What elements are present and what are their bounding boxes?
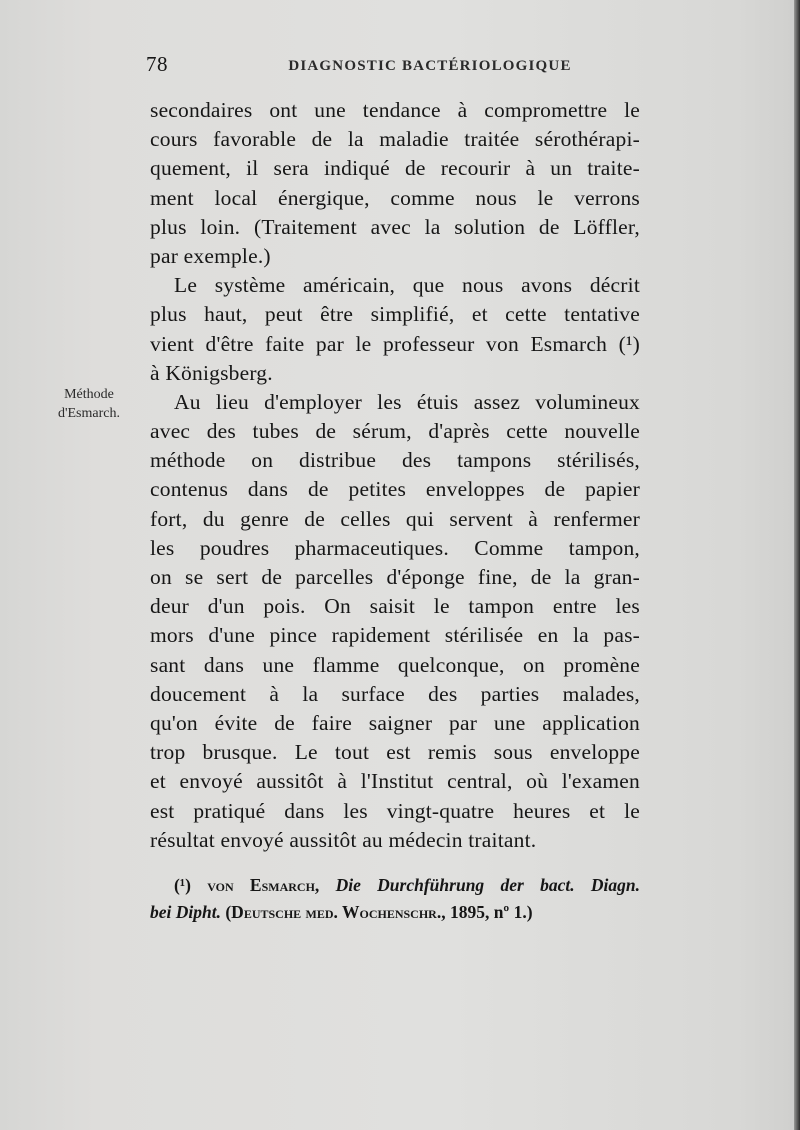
margin-note (40, 385, 138, 423)
text-line: qu'on évite de faire saigner par une application (150, 710, 640, 735)
text-line: avec des tubes de sérum, d'après cette nouvelle (150, 419, 640, 444)
text-line: quement, il sera indiqué de recourir à un traite- (150, 156, 640, 181)
text-line: plus loin. (Traitement avec la solution de Löffler, (150, 214, 640, 239)
text-line: secondaires ont une tendance à compromettre le (150, 98, 640, 122)
text-line: contenus dans de petites enveloppes de papier (150, 477, 640, 502)
text-line: Le système américain, que nous avons décrit (174, 273, 640, 298)
text-line: fort, du genre de celles qui servent à renfermer (150, 506, 640, 531)
text-line: mors d'une pince rapidement stérilisée en la pas- (150, 623, 640, 648)
footnote-line (150, 899, 640, 926)
margin-note-line: d'Esmarch. (57, 406, 120, 421)
footnote-title-end: bei Dipht. (150, 902, 221, 922)
text-line: sant dans une flamme quelconque, on promène (150, 652, 640, 677)
text-line: et envoyé aussitôt à l'Institut central, où l'examen (150, 769, 640, 794)
text-line: trop brusque. Le tout est remis sous enveloppe (150, 740, 640, 765)
body-text (150, 96, 640, 855)
footnote-author: von Esmarch, (207, 875, 320, 895)
text-line: à Königsberg. (150, 360, 273, 385)
footnote-citation: 1895, nº 1.) (449, 902, 533, 922)
footnote-marker: (¹) (174, 875, 191, 895)
text-line: méthode on distribue des tampons stérilisés, (150, 448, 640, 473)
text-line: Au lieu d'employer les étuis assez volumineux (174, 389, 640, 414)
footnote-title: Die Durchführung der bact. Diagn. (335, 875, 640, 895)
text-line: doucement à la surface des parties malades, (150, 681, 640, 706)
running-head (146, 52, 640, 80)
page-edge (794, 0, 800, 1130)
text-line: plus haut, peut être simplifié, et cette tentative (150, 302, 640, 327)
page-number: 78 (146, 52, 168, 76)
text-line: cours favorable de la maladie traitée sérothérapi- (150, 127, 640, 152)
footnote-journal: (Deutsche med. Wochenschr., (225, 902, 446, 922)
running-title: DIAGNOSTIC BACTÉRIOLOGIQUE (288, 58, 572, 74)
text-line: résultat envoyé aussitôt au médecin traitant. (150, 827, 537, 852)
text-line: vient d'être faite par le professeur von Esmarch (¹) (150, 331, 640, 356)
footnote-line (150, 872, 640, 899)
text-line: par exemple.) (150, 243, 271, 268)
text-line: est pratiqué dans les vingt-quatre heures et le (150, 798, 640, 823)
footnote (150, 872, 640, 926)
text-line: deur d'un pois. On saisit le tampon entre les (150, 594, 640, 619)
text-line: ment local énergique, comme nous le verrons (150, 185, 640, 210)
text-line: les poudres pharmaceutiques. Comme tampon, (150, 535, 640, 560)
margin-note-line: Méthode (64, 387, 114, 402)
text-line: on se sert de parcelles d'éponge fine, de la gran- (150, 565, 640, 589)
